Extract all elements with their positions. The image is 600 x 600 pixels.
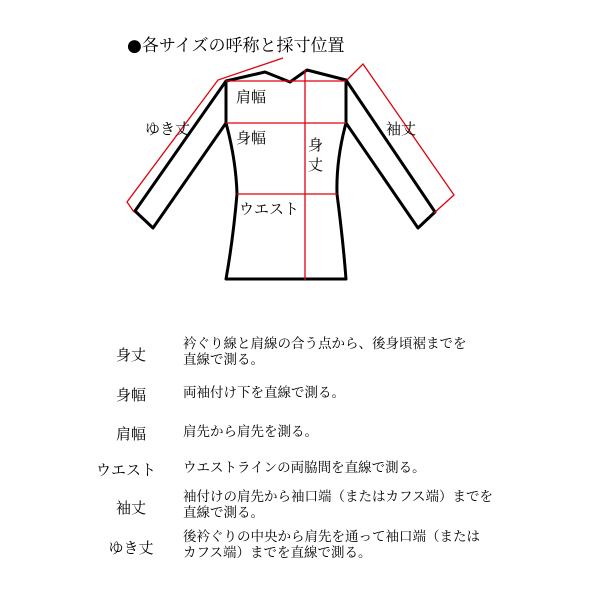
definition-term: 身幅	[115, 386, 146, 404]
label-length-1: 身	[308, 136, 324, 154]
label-sleeve: 袖丈	[386, 120, 417, 138]
definition-desc: 後衿ぐりの中央から肩先を通って袖口端（または カフス端）までを直線で測る。	[183, 529, 480, 561]
definition-desc: ウエストラインの両脇間を直線で測る。	[183, 460, 426, 476]
definition-term: 肩幅	[115, 425, 146, 443]
definition-term: 袖丈	[115, 499, 146, 517]
garment-outline	[135, 70, 435, 279]
definition-desc: 両袖付け下を直線で測る。	[183, 385, 345, 401]
diagram-title: ●各サイズの呼称と採寸位置	[127, 36, 345, 56]
label-waist: ウエスト	[239, 200, 300, 218]
definition-desc: 肩先から肩先を測る。	[183, 424, 318, 440]
definition-desc: 衿ぐり線と肩線の合う点から、後身頃裾までを 直線で測る。	[183, 336, 467, 368]
label-shoulder: 肩幅	[236, 88, 267, 106]
definition-term: ウエスト	[96, 461, 157, 479]
definition-term: 身丈	[115, 346, 146, 364]
definition-term: ゆき丈	[108, 539, 154, 557]
label-chest: 身幅	[236, 129, 267, 147]
label-length-2: 丈	[308, 156, 324, 174]
definition-desc: 袖付けの肩先から袖口端（またはカフス端）までを 直線で測る。	[183, 489, 493, 521]
label-yuki: ゆき丈	[145, 120, 191, 138]
